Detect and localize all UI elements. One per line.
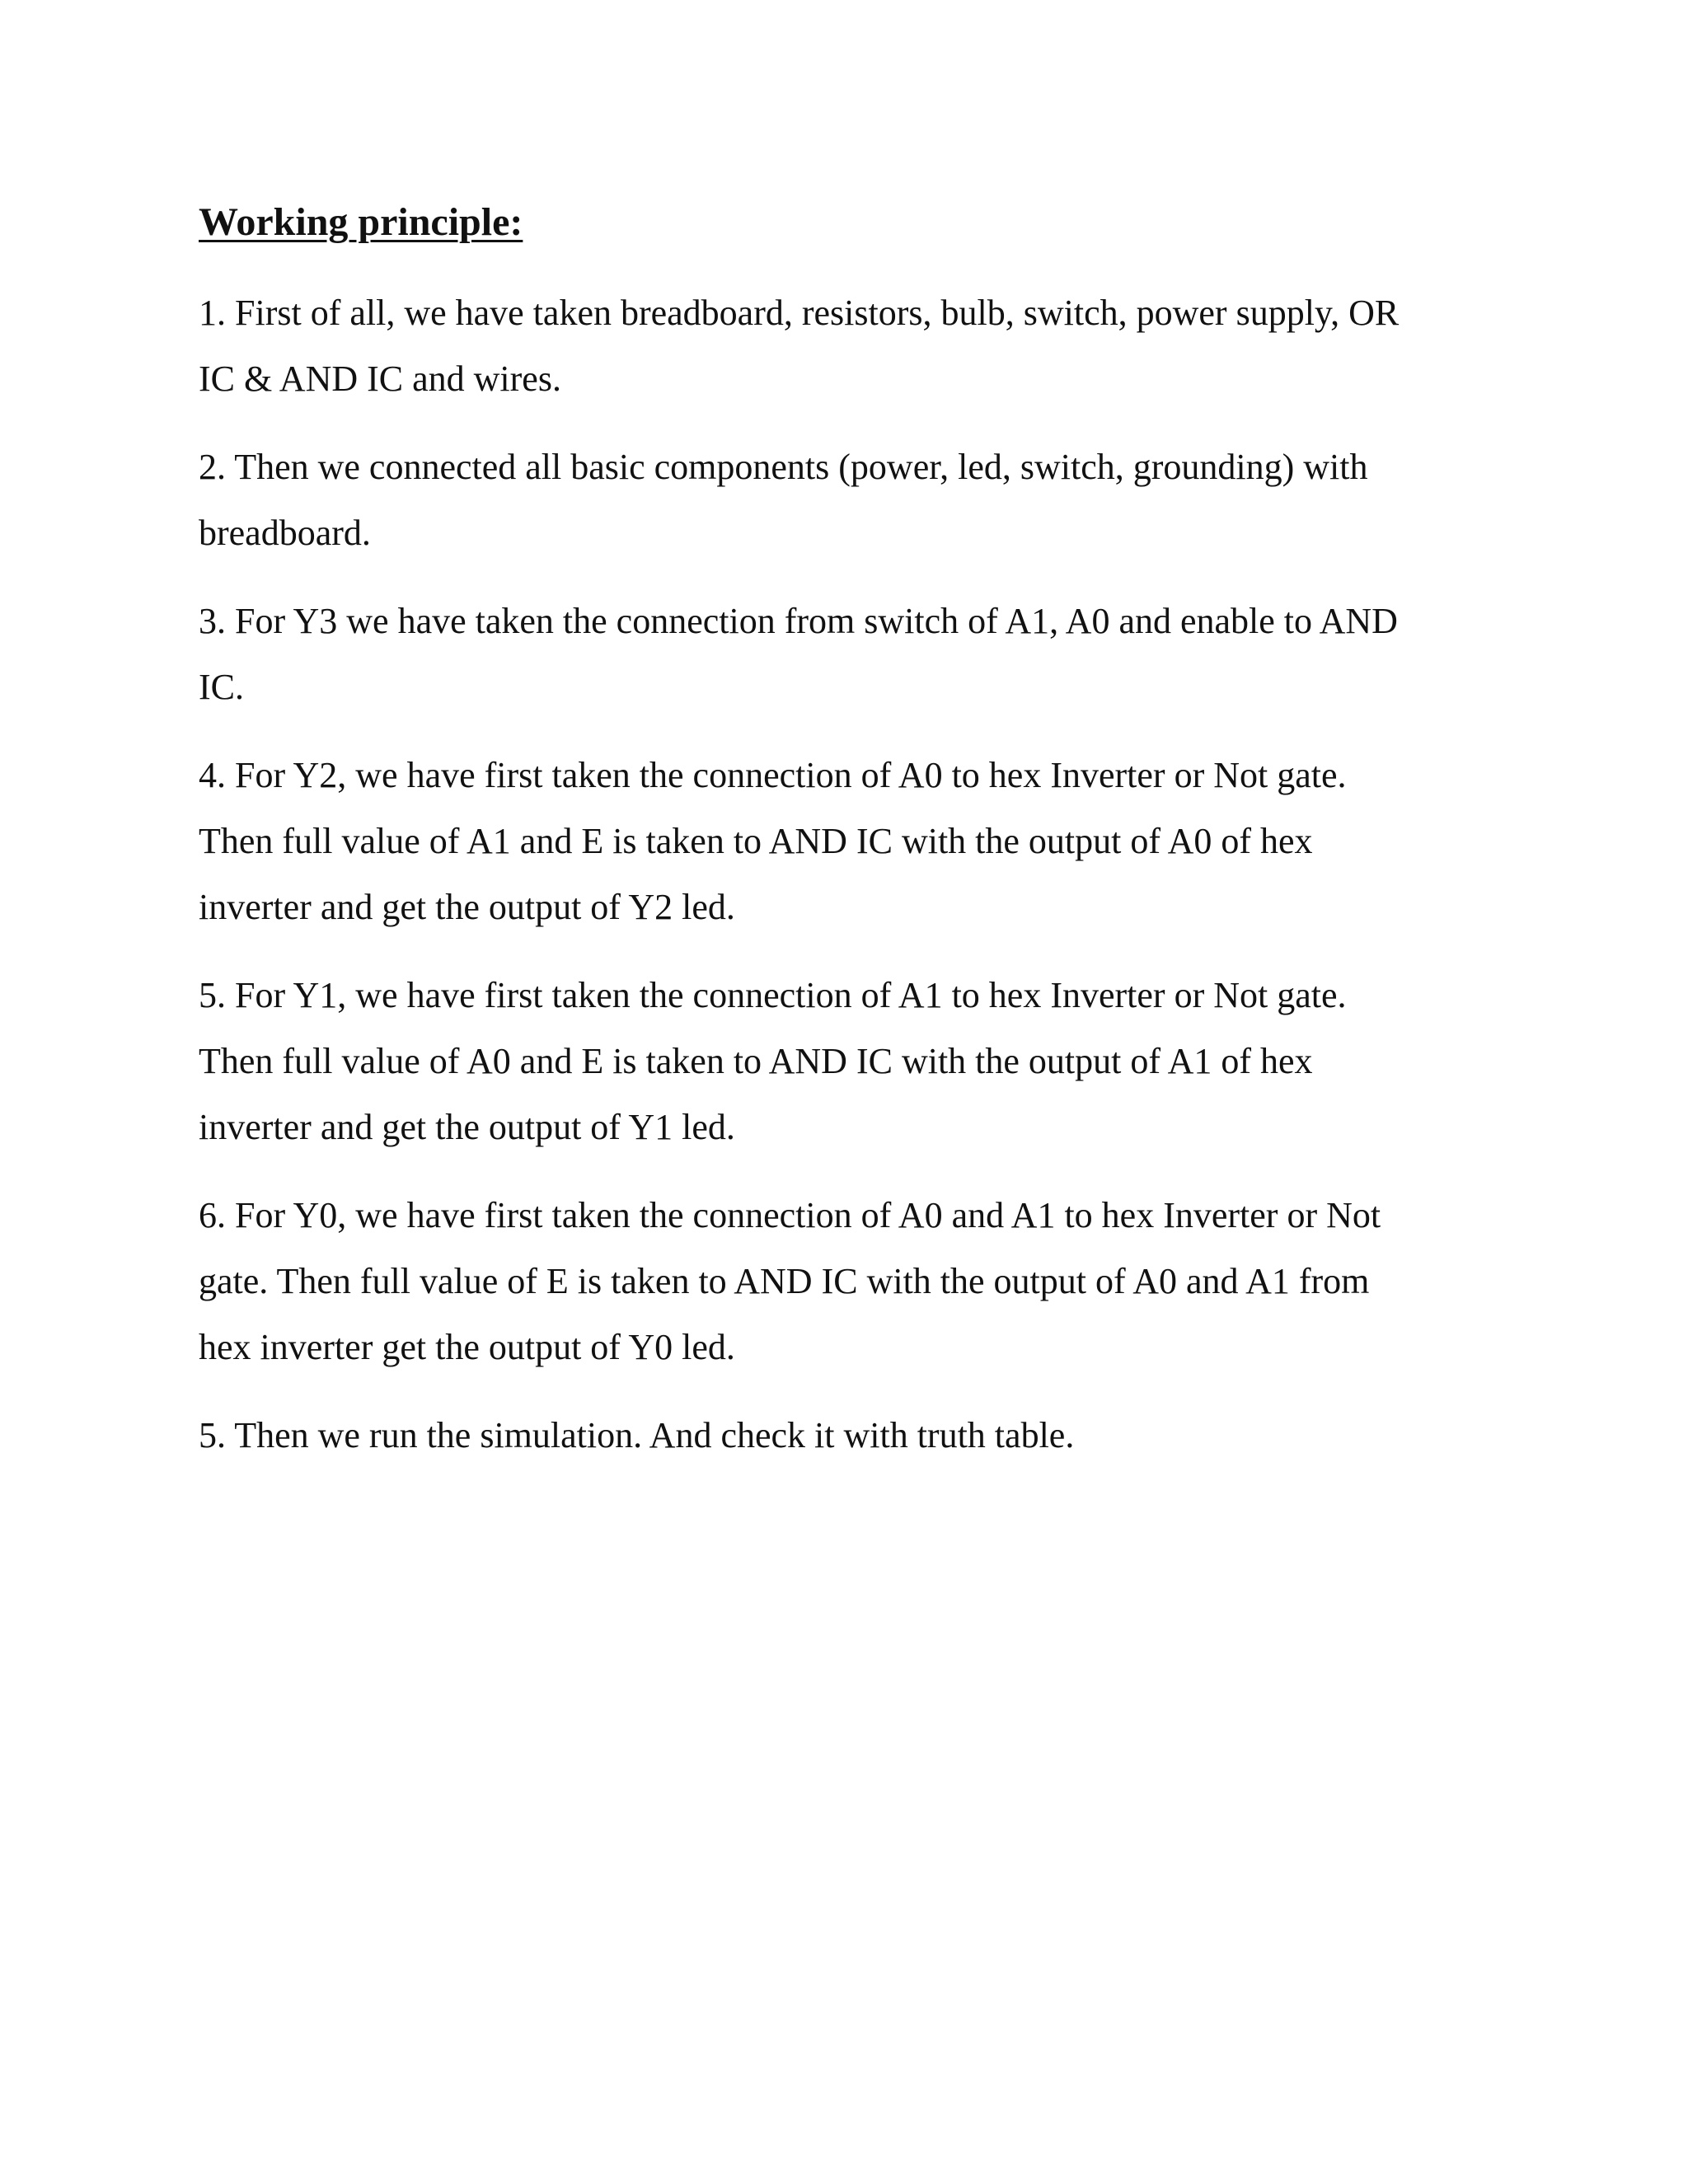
step-6-paragraph: 6. For Y0, we have first taken the connection of A0 and A1 to hex Inverter or Not gate. Then full value of E is taken to AND IC with the output of A0 and A1 from hex inverter get the output of Y0 led. xyxy=(199,1195,1381,1367)
step-1-paragraph: 1. First of all, we have taken breadboard, resistors, bulb, switch, power supply, OR IC & AND IC and wires. xyxy=(199,293,1400,399)
step-4-paragraph: 4. For Y2, we have first taken the connection of A0 to hex Inverter or Not gate. Then full value of A1 and E is taken to AND IC with the output of A0 of hex inverter and get the output of Y2 led. xyxy=(199,755,1347,927)
step-5-paragraph: 5. For Y1, we have first taken the connection of A1 to hex Inverter or Not gate. Then full value of A0 and E is taken to AND IC with the output of A1 of hex inverter and get the output of Y1 led. xyxy=(199,975,1347,1147)
step-2-paragraph: 2. Then we connected all basic components (power, led, switch, grounding) with breadboard. xyxy=(199,447,1368,553)
section-heading: Working principle: xyxy=(199,200,523,244)
document-page xyxy=(199,198,1501,1491)
step-3-paragraph: 3. For Y3 we have taken the connection from switch of A1, A0 and enable to AND IC. xyxy=(199,601,1398,707)
step-final-paragraph: 5. Then we run the simulation. And check it with truth table. xyxy=(199,1415,1075,1455)
